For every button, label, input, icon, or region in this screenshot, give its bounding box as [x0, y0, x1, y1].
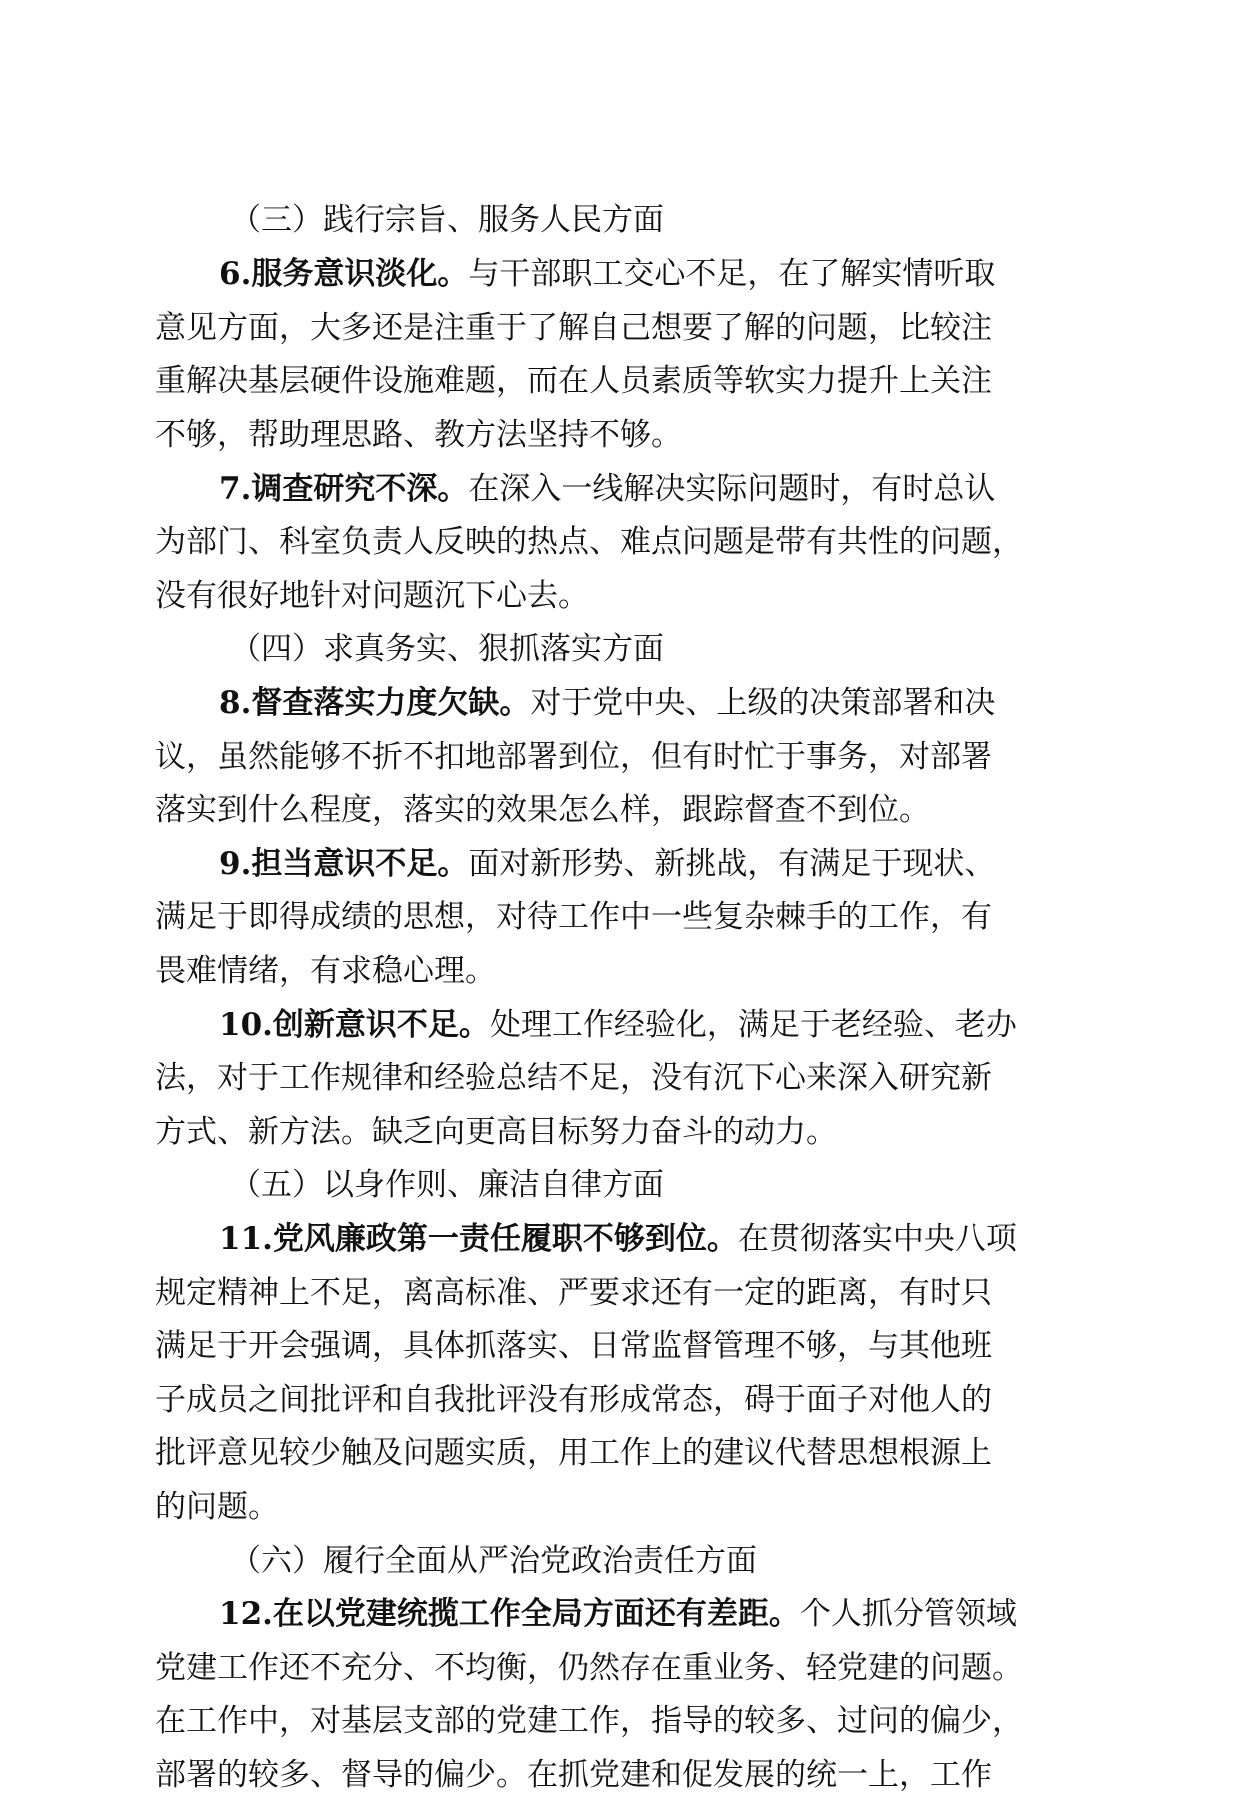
- line-text: 方式、新方法。缺乏向更高目标努力奋斗的动力。: [155, 1114, 837, 1150]
- text-line: [0, 1378, 1240, 1422]
- line-text: 个人抓分管领域: [799, 1596, 1017, 1632]
- line-text: 没有很好地针对问题沉下心去。: [155, 578, 589, 614]
- section-heading-6: [0, 1539, 1240, 1583]
- item-7-first-line: [0, 467, 1240, 511]
- item-10-first-line: [0, 1003, 1240, 1047]
- item-7-title: 7.调查研究不深。: [219, 471, 469, 507]
- section-heading-3: [0, 198, 1240, 242]
- text-line: [0, 1110, 1240, 1154]
- item-12-first-line: [0, 1592, 1240, 1636]
- line-text: （四）求真务实、狠抓落实方面: [230, 631, 664, 667]
- text-line: [0, 895, 1240, 939]
- text-line: [0, 574, 1240, 618]
- item-12-title: 12.在以党建统揽工作全局方面还有差距。: [219, 1596, 800, 1632]
- line-text: 议，虽然能够不折不扣地部署到位，但有时忙于事务，对部署: [155, 739, 992, 775]
- text-line: [0, 1699, 1240, 1743]
- text-line: [0, 520, 1240, 564]
- line-text: 在贯彻落实中央八项: [737, 1221, 1017, 1257]
- line-text: 落实到什么程度，落实的效果怎么样，跟踪督查不到位。: [155, 792, 930, 828]
- line-text: 为部门、科室负责人反映的热点、难点问题是带有共性的问题，: [155, 524, 1023, 560]
- line-text: （五）以身作则、廉洁自律方面: [230, 1167, 664, 1203]
- line-text: 不够，帮助理思路、教方法坚持不够。: [155, 417, 682, 453]
- section-heading-5: [0, 1163, 1240, 1207]
- line-text: 满足于即得成绩的思想，对待工作中一些复杂棘手的工作，有: [155, 899, 992, 935]
- text-line: [0, 1271, 1240, 1315]
- item-8-title: 8.督查落实力度欠缺。: [219, 685, 531, 721]
- section-heading-4: [0, 627, 1240, 671]
- line-text: 法，对于工作规律和经验总结不足，没有沉下心来深入研究新: [155, 1060, 992, 1096]
- line-text: 与干部职工交心不足，在了解实情听取: [468, 256, 996, 292]
- item-9-title: 9.担当意识不足。: [219, 846, 469, 882]
- line-text: 批评意见较少触及问题实质，用工作上的建议代替思想根源上: [155, 1435, 992, 1471]
- text-line: [0, 1485, 1240, 1529]
- line-text: 的问题。: [155, 1489, 279, 1525]
- line-text: 重解决基层硬件设施难题，而在人员素质等软实力提升上关注: [155, 363, 992, 399]
- text-line: [0, 1324, 1240, 1368]
- text-line: [0, 1753, 1240, 1797]
- line-text: 面对新形势、新挑战，有满足于现状、: [468, 846, 996, 882]
- item-6-title: 6.服务意识淡化。: [219, 256, 469, 292]
- text-line: [0, 1431, 1240, 1475]
- item-9-first-line: [0, 842, 1240, 886]
- line-text: （六）履行全面从严治党政治责任方面: [230, 1543, 757, 1579]
- item-6-first-line: [0, 252, 1240, 296]
- line-text: 党建工作还不充分、不均衡，仍然存在重业务、轻党建的问题。: [155, 1650, 1023, 1686]
- text-line: [0, 359, 1240, 403]
- line-text: 规定精神上不足，离高标准、严要求还有一定的距离，有时只: [155, 1275, 992, 1311]
- line-text: 在工作中，对基层支部的党建工作，指导的较多、过问的偏少，: [155, 1703, 1023, 1739]
- line-text: 在深入一线解决实际问题时，有时总认: [468, 471, 996, 507]
- text-line: [0, 413, 1240, 457]
- line-text: 处理工作经验化，满足于老经验、老办: [489, 1007, 1017, 1043]
- text-line: [0, 1646, 1240, 1690]
- line-text: 满足于开会强调，具体抓落实、日常监督管理不够，与其他班: [155, 1328, 992, 1364]
- text-line: [0, 949, 1240, 993]
- text-line: [0, 735, 1240, 779]
- line-text: （三）践行宗旨、服务人民方面: [230, 202, 664, 238]
- text-line: [0, 306, 1240, 350]
- item-10-title: 10.创新意识不足。: [219, 1007, 490, 1043]
- item-11-first-line: [0, 1217, 1240, 1261]
- line-text: 畏难情绪，有求稳心理。: [155, 953, 496, 989]
- line-text: 意见方面，大多还是注重于了解自己想要了解的问题，比较注: [155, 310, 992, 346]
- item-8-first-line: [0, 681, 1240, 725]
- line-text: 对于党中央、上级的决策部署和决: [530, 685, 996, 721]
- text-line: [0, 1056, 1240, 1100]
- line-text: 子成员之间批评和自我批评没有形成常态，碍于面子对他人的: [155, 1382, 992, 1418]
- item-11-title: 11.党风廉政第一责任履职不够到位。: [219, 1221, 738, 1257]
- line-text: 部署的较多、督导的偏少。在抓党建和促发展的统一上，工作: [155, 1757, 992, 1793]
- text-line: [0, 788, 1240, 832]
